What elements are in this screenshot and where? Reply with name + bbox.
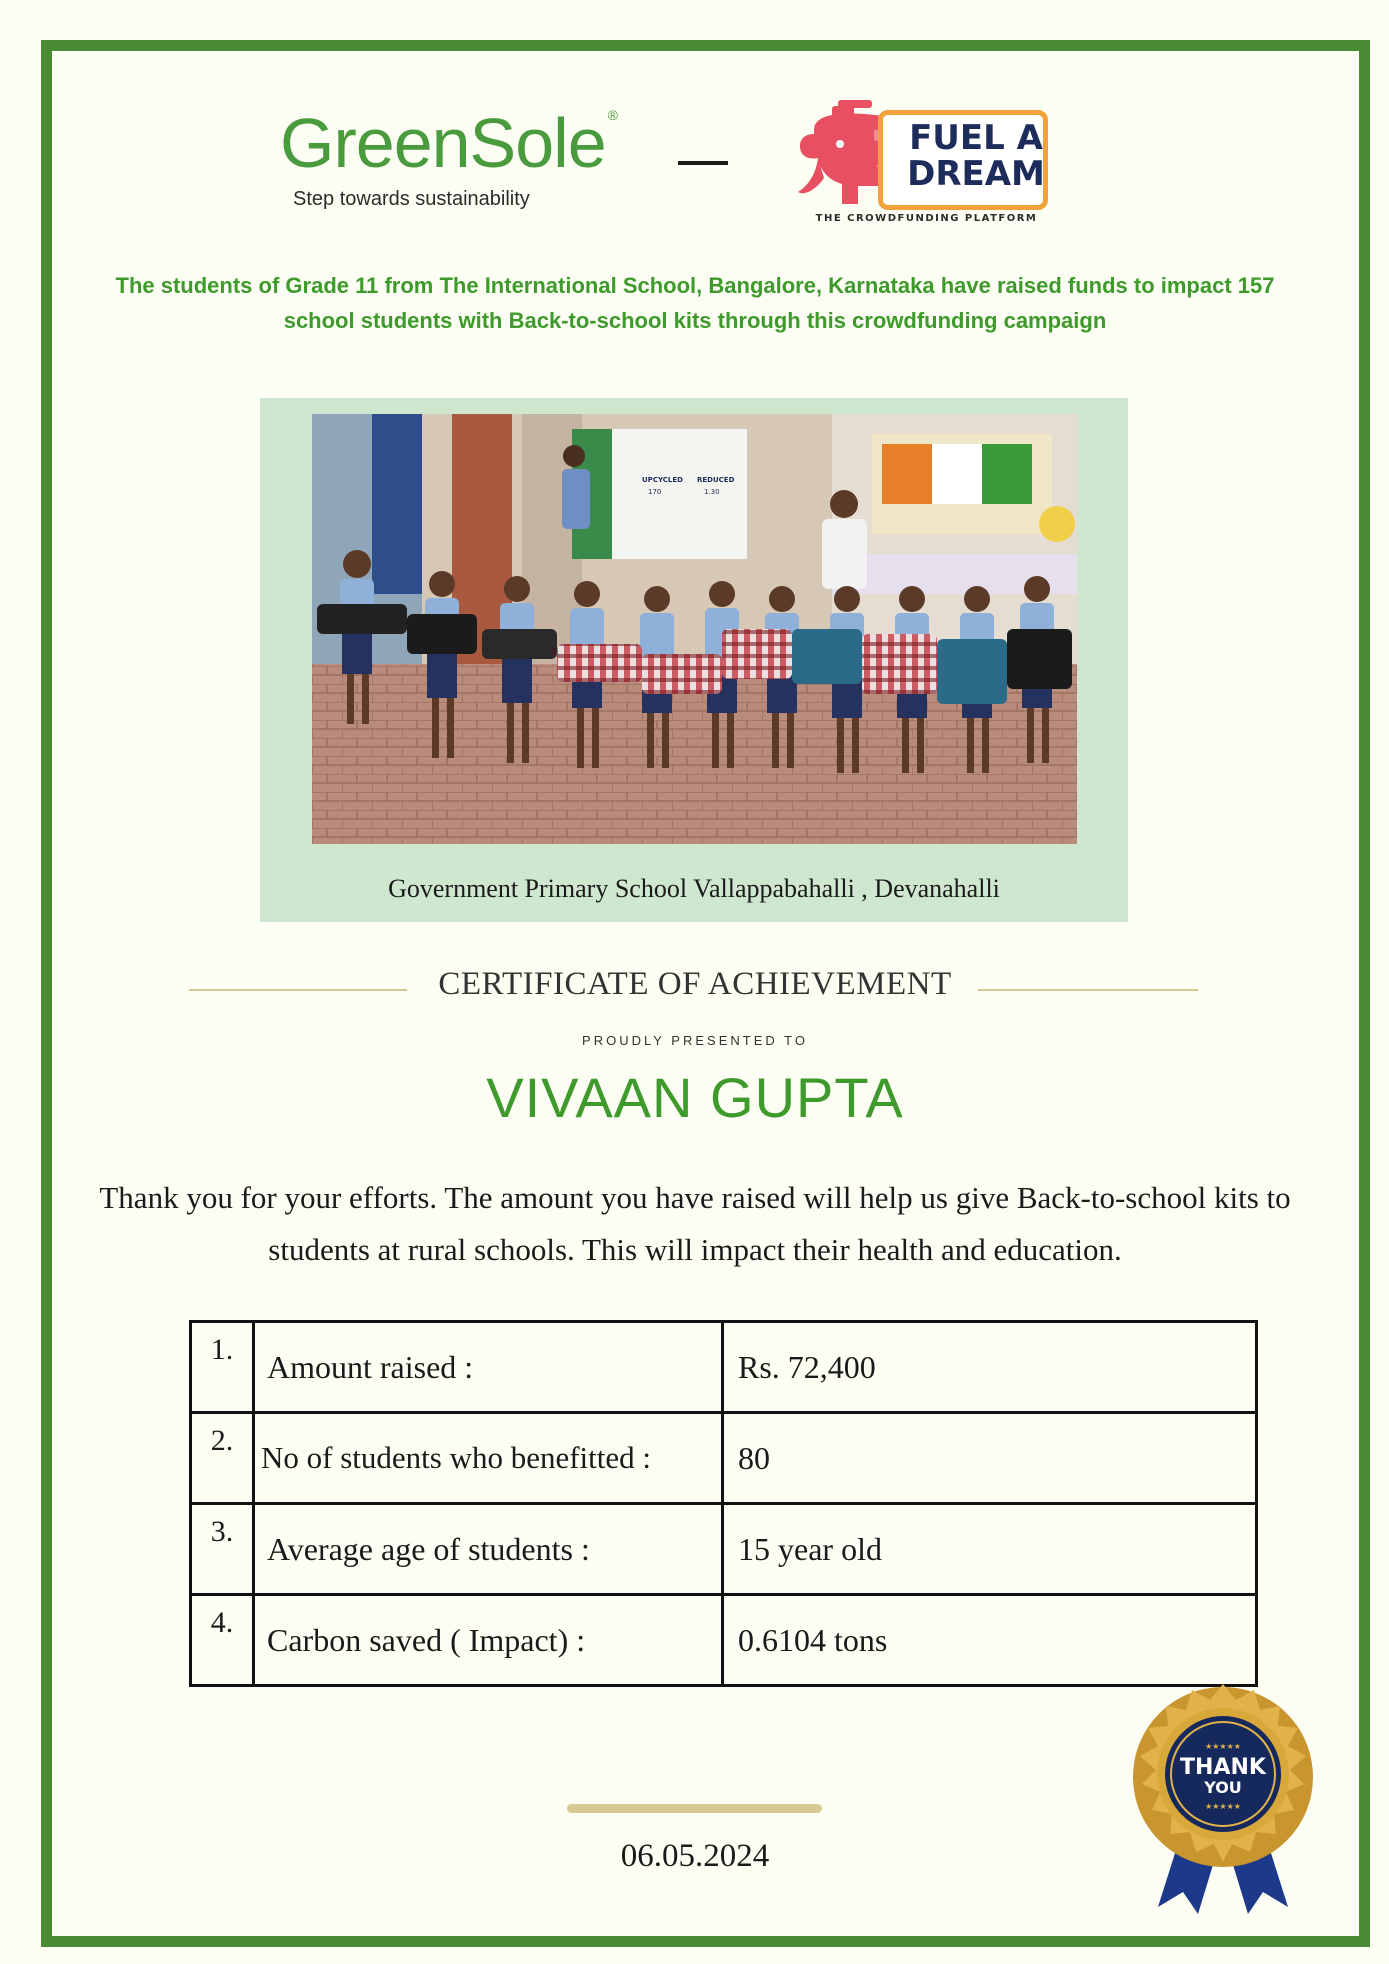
logo-separator-dash: [678, 161, 728, 165]
row-number: 3.: [191, 1504, 254, 1595]
row-label: Amount raised :: [254, 1322, 723, 1413]
students-photo-illustration: [312, 414, 1077, 844]
certificate-date: 06.05.2024: [620, 1838, 770, 1874]
row-value: 15 year old: [723, 1504, 1257, 1595]
row-value: Rs. 72,400: [723, 1322, 1257, 1413]
presented-to-label: PROUDLY PRESENTED TO: [582, 1033, 808, 1048]
table-row: [191, 1322, 1257, 1413]
banner-upcycled-value: 170: [648, 488, 662, 496]
thank-you-message: Thank you for your efforts. The amount you have raised will help us give Back-to-school kits to students at rural schools. This will impact their health and education.: [99, 1180, 1291, 1267]
row-value: 80: [723, 1413, 1257, 1504]
recipient-name: VIVAAN GUPTA: [486, 1066, 904, 1129]
photo-caption: Government Primary School Vallappabahalli , Devanahalli: [388, 874, 1000, 903]
banner-reduced-value: 1.30: [704, 488, 720, 496]
row-number: 1.: [191, 1322, 254, 1413]
row-number: 2.: [191, 1413, 254, 1504]
thank-you-badge-icon: [1128, 1682, 1318, 1917]
banner-upcycled-label: UPCYCLED: [642, 476, 683, 484]
campaign-intro-text: The students of Grade 11 from The International School, Bangalore, Karnataka have raised funds to impact 157 school students with Back-to-school kits through this crowdfunding campaign: [115, 273, 1275, 333]
row-number: 4.: [191, 1595, 254, 1686]
badge-stars-top: ★★★★★: [1205, 1742, 1241, 1751]
badge-thank-text: THANK: [1180, 1755, 1266, 1780]
table-row: [191, 1595, 1257, 1686]
greensole-tagline: Step towards sustainability: [293, 188, 530, 210]
badge-you-text: YOU: [1204, 1778, 1242, 1797]
badge-stars-bottom: ★★★★★: [1205, 1802, 1241, 1811]
greensole-wordmark: GreenSole ®: [280, 104, 617, 182]
certificate-title: CERTIFICATE OF ACHIEVEMENT: [438, 966, 952, 1002]
signature-bar: [567, 1804, 822, 1813]
row-label: Carbon saved ( Impact) :: [254, 1595, 723, 1686]
fuel-a-dream-logo: [794, 100, 1059, 230]
title-rule-left: [189, 989, 407, 991]
impact-stats-table: [189, 1320, 1258, 1687]
fuel-a-dream-wordmark: FUEL A DREAM: [907, 118, 1045, 194]
banner-reduced-label: REDUCED: [697, 476, 735, 484]
row-value: 0.6104 tons: [723, 1595, 1257, 1686]
fuel-a-dream-subtitle: THE CROWDFUNDING PLATFORM: [815, 213, 1038, 224]
row-label: Average age of students :: [254, 1504, 723, 1595]
table-row: [191, 1413, 1257, 1504]
students-photo: [312, 414, 1077, 844]
title-rule-right: [978, 989, 1198, 991]
table-row: [191, 1504, 1257, 1595]
row-label: No of students who benefitted :: [254, 1413, 723, 1504]
photo-panel: [260, 398, 1128, 922]
greensole-logo: [280, 104, 617, 218]
